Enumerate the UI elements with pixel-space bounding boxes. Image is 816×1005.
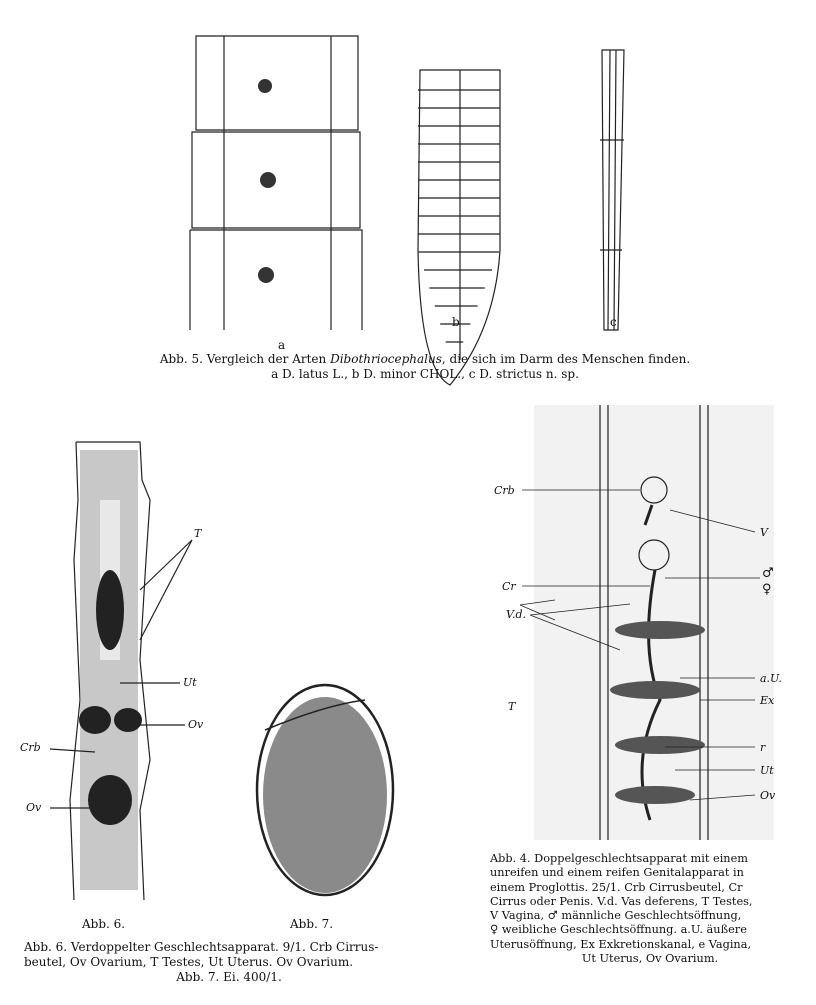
fig67-caption-line1: Abb. 6. Verdoppelter Geschlechtsapparat. 9/1. Crb Cirrus- — [24, 940, 379, 954]
fig4-label-V: V — [760, 526, 768, 539]
fig6-label-Crb: Crb — [20, 741, 41, 754]
fig6-drawing — [50, 442, 192, 900]
fig4-caption-line: Cirrus oder Penis. V.d. Vas deferens, T Testes, — [490, 894, 753, 908]
fig6-label-Ov: Ov — [188, 718, 204, 731]
fig7-title: Abb. 7. — [290, 917, 334, 931]
fig4-label-male: ♂ — [762, 566, 774, 581]
fig5b-drawing — [418, 70, 500, 385]
fig4-caption-line: Uterusöffnung, Ex Exkretionskanal, e Vagina, — [490, 937, 752, 951]
fig4-caption-line: ♀ weibliche Geschlechtsöffnung. a.U. äußere — [490, 923, 747, 937]
fig6-label-Ut: Ut — [183, 676, 197, 689]
fig5a-letter: a — [278, 338, 286, 352]
fig5-caption-line1: Abb. 5. Vergleich der Arten Dibothriocephalus, die sich im Darm des Menschen finden. — [159, 352, 691, 366]
fig7-egg-drawing — [257, 685, 393, 895]
fig4-label-Crb: Crb — [494, 484, 515, 497]
fig4-caption-line: unreifen und einem reifen Genitalapparat in — [490, 866, 744, 880]
fig4-label-Ut: Ut — [760, 764, 774, 777]
fig67-caption-line2: beutel, Ov Ovarium, T Testes, Ut Uterus. Ov Ovarium. — [24, 955, 354, 969]
fig5a-drawing — [190, 36, 362, 330]
fig4-caption-line: einem Proglottis. 25/1. Crb Cirrusbeutel, Cr — [490, 880, 743, 894]
fig6-title: Abb. 6. — [82, 917, 126, 931]
fig5b-letter: b — [452, 315, 460, 329]
fig5-caption-line2: a D. latus L., b D. minor CHOL., c D. strictus n. sp. — [271, 367, 579, 381]
fig4-caption-line: Abb. 4. Doppelgeschlechtsapparat mit einem — [490, 852, 748, 865]
fig4-label-aU: a.U. — [760, 672, 782, 685]
fig4-drawing — [520, 405, 774, 840]
fig4-caption — [490, 852, 810, 966]
fig67-caption-line3: Abb. 7. Ei. 400/1. — [176, 970, 282, 984]
fig4-label-Ov: Ov — [760, 789, 776, 802]
fig6-label-T: T — [194, 527, 202, 540]
fig6-label-Ov-lower: Ov — [26, 801, 42, 814]
fig4-label-female: ♀ — [762, 582, 772, 597]
fig4-label-Ex: Ex — [760, 694, 775, 707]
fig4-caption-line: Ut Uterus, Ov Ovarium. — [581, 952, 719, 966]
fig5c-letter: c — [610, 315, 617, 329]
fig4-label-Vd: V.d. — [506, 608, 527, 621]
fig5c-drawing — [600, 50, 624, 330]
fig4-label-T: T — [508, 700, 516, 713]
fig4-label-r: r — [760, 741, 766, 754]
fig4-label-Cr: Cr — [502, 580, 516, 593]
fig4-caption-line: V Vagina, ♂ männliche Geschlechtsöffnung, — [490, 909, 742, 923]
